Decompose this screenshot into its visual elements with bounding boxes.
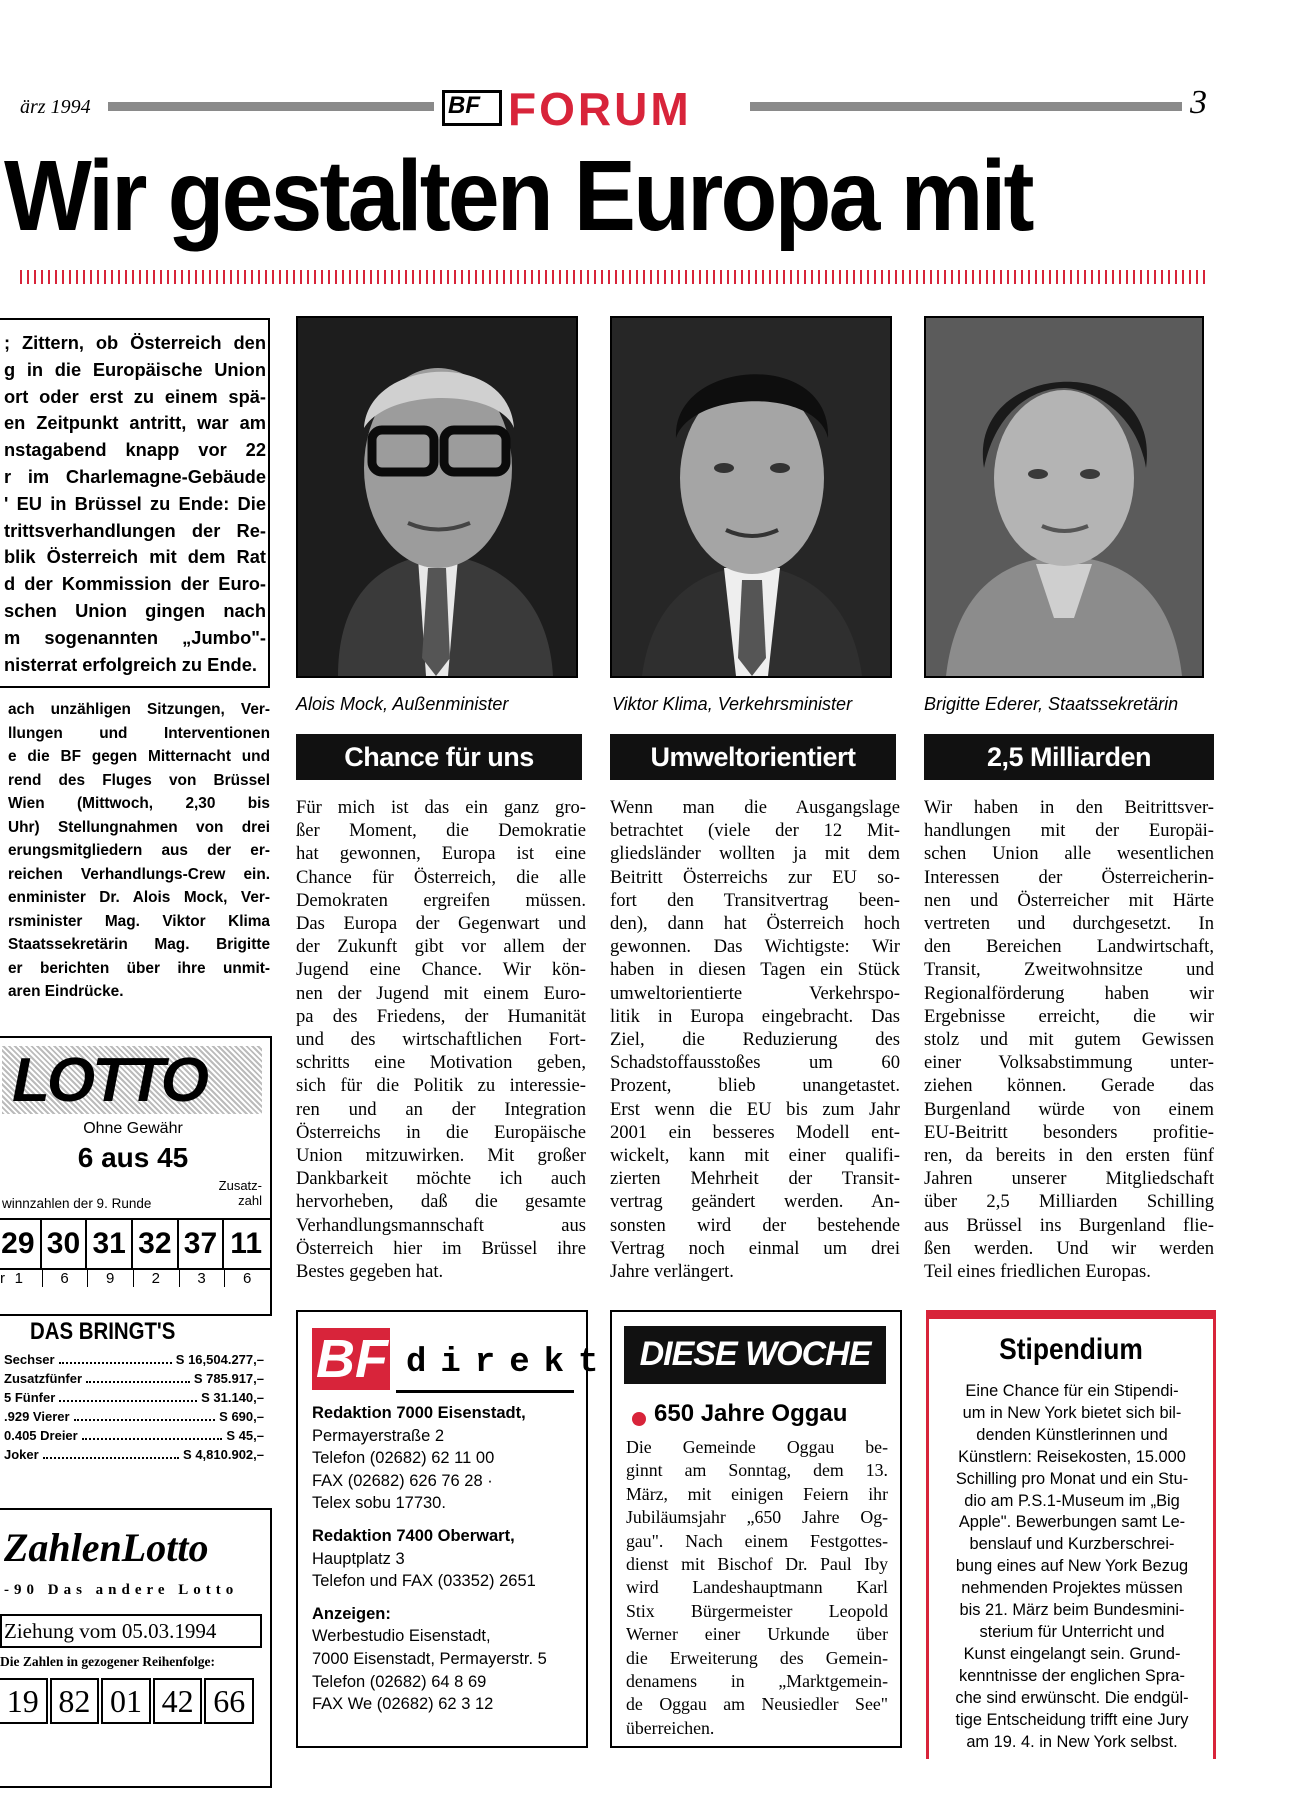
statement-line: Schadstoffausstoßes um 60: [610, 1052, 900, 1074]
statement-line: ren und an der Integration: [296, 1098, 586, 1120]
statement-line: pa des Friedens, der Humanität: [296, 1005, 586, 1027]
statement-line: nen der Jugend mit einem Euro-: [296, 982, 586, 1004]
diese-woche-line: wird Landeshauptmann Karl: [626, 1577, 888, 1598]
direkt-contact-line: Permayerstraße 2: [312, 1426, 445, 1445]
stipendium-line: kenntnisse der englichen Spra-: [959, 1666, 1185, 1685]
statement-line: gliedsländer wollten ja mit dem: [610, 843, 900, 865]
direkt-contact-line: FAX We (02682) 62 3 12: [312, 1695, 494, 1714]
statement-line: Wenn man die Ausgangslage: [610, 797, 900, 818]
intro-lead-line: d der Kommission der Euro-: [4, 573, 266, 595]
statement-line: Beitritt Österreichs zur EU so-: [610, 866, 900, 888]
statement-line: Österreichs in die Europäische: [296, 1121, 586, 1143]
statement-line: Österreich hier im Brüssel ihre: [296, 1237, 586, 1259]
intro-body: [8, 698, 270, 1004]
stipendium-line: nehmenden Projektes müssen: [961, 1579, 1183, 1598]
headline: Wir gestalten Europa mit: [4, 140, 1032, 252]
intro-body-line: ach unzähligen Sitzungen, Ver-: [8, 701, 270, 718]
bullet-dot: [632, 1412, 646, 1426]
payout-label: 0.405 Dreier: [4, 1428, 78, 1443]
intro-body-line: Uhr) Stellungnahmen von drei: [8, 818, 270, 836]
direkt-contacts: [312, 1402, 582, 1716]
statement-line: gewonnen. Das Wichtigste: Wir: [610, 936, 900, 958]
lotto-order-prefix: r: [0, 1270, 5, 1287]
statement-line: Jahren unserer Mitgliedschaft: [924, 1168, 1214, 1190]
statement-line: aus Brüssel ins Burgenland flie-: [924, 1214, 1214, 1236]
statement-line: Interessen der Österreicherin-: [924, 866, 1214, 888]
intro-lead-line: en Zeitpunkt antritt, war am: [4, 412, 266, 434]
lotto-number: 31: [87, 1220, 133, 1268]
statement-line: Ergebnisse erreicht, die wir: [924, 1005, 1214, 1027]
statement-line: wickelt, kann mit einer qualifi-: [610, 1145, 900, 1167]
caption-ederer: Brigitte Ederer, Staatssekretärin: [924, 694, 1179, 714]
masthead-rule-right: [750, 102, 1182, 111]
direkt-contact-line: Werbestudio Eisenstadt,: [312, 1627, 491, 1646]
intro-lead-line: trittsverhandlungen der Re-: [4, 519, 266, 541]
stipendium-line: Apple". Bewerbungen samt Le-: [958, 1513, 1186, 1532]
statement-line: Das Europa der Gegenwart und: [296, 913, 586, 935]
statement-line: Demokraten ergreifen müssen.: [296, 889, 586, 911]
lotto-draw-label: winnzahlen der 9. Runde: [2, 1196, 152, 1211]
diese-woche-line: de Oggau am Neusiedler See": [626, 1694, 888, 1715]
statement-line: und des wirtschaftlichen Fort-: [296, 1029, 586, 1051]
intro-lead-line: g in die Europäische Union: [4, 358, 266, 380]
payout-label: Zusatzfünfer: [4, 1371, 82, 1386]
caption-klima: Viktor Klima, Verkehrsminister: [612, 694, 853, 714]
diese-woche-title: DIESE WOCHE: [639, 1335, 871, 1373]
lotto-note: Ohne Gewähr: [83, 1120, 183, 1137]
diese-woche-line: ginnt am Sonntag, dem 13.: [626, 1460, 888, 1481]
diese-woche-line: denamens in „Marktgemein-: [626, 1671, 888, 1692]
diese-woche-line: Stix Bürgermeister Leopold: [626, 1600, 888, 1621]
stipendium-body: [941, 1381, 1203, 1753]
lotto-numbers: [0, 1218, 270, 1270]
intro-body-line: llungen und Interventionen: [8, 724, 270, 742]
statement-line: handlungen mit der Europäi-: [924, 820, 1214, 842]
zahlenlotto-order-label: Die Zahlen in gezogener Reihenfolge:: [0, 1654, 215, 1669]
diese-woche-line: die Erweiterung des Gemein-: [626, 1647, 888, 1668]
payout-row: [4, 1426, 264, 1445]
intro-lead-line: nstagabend knapp vor 22: [4, 439, 266, 461]
statement-line: Bestes gegeben hat.: [296, 1261, 444, 1283]
zahlenlotto-logo: ZahlenLotto: [4, 1525, 209, 1570]
statement-line: Für mich ist das ein ganz gro-: [296, 797, 586, 818]
statement-line: stolz und mit gutem Gewissen: [924, 1029, 1214, 1051]
statement-line: zierten Mehrheit der Transit-: [610, 1168, 900, 1190]
lotto-game: 6 aus 45: [77, 1142, 189, 1173]
zahlenlotto-number: 42: [153, 1678, 203, 1724]
lotto-logo: LOTTO: [12, 1046, 206, 1115]
intro-body-line: erungsmitgliedern aus der er-: [8, 842, 270, 859]
statement-line: vertrag geändert werden. An-: [610, 1191, 900, 1213]
diese-woche-line: überreichen.: [626, 1717, 715, 1738]
intro-lead-line: nisterrat erfolgreich zu Ende.: [4, 653, 257, 675]
lotto-order-number: 6: [242, 1270, 252, 1287]
direkt-contact-line: Redaktion 7000 Eisenstadt,: [312, 1404, 526, 1422]
statement-line: fort den Transitvertrag been-: [610, 889, 900, 911]
stipendium-line: Künstlern: Reisekosten, 15.000: [958, 1447, 1186, 1466]
stipendium-line: Eine Chance für ein Stipendi-: [965, 1382, 1179, 1400]
intro-body-line: rsminister Mag. Viktor Klima: [8, 912, 270, 930]
payout-label: 5 Fünfer: [4, 1390, 56, 1405]
statement-ederer: [924, 796, 1214, 1283]
statement-line: ßer Moment, die Demokratie: [296, 820, 586, 842]
payout-row: [4, 1369, 264, 1388]
statement-line: EU-Beitritt besonders profitie-: [924, 1121, 1214, 1143]
intro-lead-line: m sogenannten „Jumbo"-: [4, 626, 266, 648]
intro-lead-line: schen Union gingen nach: [4, 599, 266, 621]
zahlenlotto-draw: Ziehung vom 05.03.1994: [0, 1614, 262, 1648]
intro-body-line: er berichten über ihre unmit-: [8, 959, 270, 977]
statement-line: haben in diesen Tagen ein Stück: [610, 959, 900, 981]
heading-umwelt: Umweltorientiert: [610, 734, 896, 780]
statement-line: ßen werden. Und wir werden: [924, 1237, 1214, 1259]
statement-line: sich für die Politik zu interessie-: [296, 1075, 586, 1097]
direkt-logo-text: BF: [316, 1329, 388, 1389]
payout-value: S 785.917,–: [193, 1371, 264, 1386]
statement-line: Verhandlungsmannschaft aus: [296, 1214, 586, 1236]
statement-line: Wir haben in den Beitrittsver-: [924, 797, 1214, 818]
statement-line: Jugend eine Chance. Wir kön-: [296, 959, 586, 981]
statement-line: der Zukunft gibt vor allem der: [296, 936, 586, 958]
intro-lead-line: ort oder erst zu einem spä-: [4, 385, 266, 407]
payout-title: DAS BRINGT'S: [30, 1318, 176, 1345]
diese-woche-line: gau". Nach einem Festgottes-: [626, 1530, 888, 1551]
zahlenlotto-tagline: -90 Das andere Lotto: [4, 1582, 239, 1598]
statement-line: Jahre verlängert.: [610, 1261, 734, 1283]
payout-row: [4, 1350, 264, 1369]
issue-date: ärz 1994: [20, 96, 91, 118]
statement-line: 2001 ein besseres Modell ent-: [610, 1121, 900, 1143]
payout-row: [4, 1445, 264, 1464]
statement-line: über 2,5 Milliarden Schilling: [924, 1191, 1214, 1213]
statement-line: Chance für Österreich, die alle: [296, 866, 586, 888]
intro-lead-line: blik Österreich mit dem Rat: [4, 546, 266, 568]
stipendium-title: Stipendium: [999, 1333, 1143, 1366]
statement-line: Burgenland würde von einem: [924, 1098, 1214, 1120]
statement-line: einer Volksabstimmung unter-: [924, 1052, 1214, 1074]
intro-body-line: rend des Fluges von Brüssel: [8, 771, 270, 789]
statement-mock: [296, 796, 586, 1283]
payout-leader: [59, 1362, 172, 1364]
stipendium-line: che sind erwünscht. Die endgül-: [955, 1688, 1189, 1707]
statement-line: den), dann hat Österreich hoch: [610, 913, 900, 935]
statement-line: schritts eine Motivation geben,: [296, 1052, 586, 1074]
statement-line: betrachtet (viele der 12 Mit-: [610, 820, 900, 842]
direkt-box: [296, 1310, 613, 1748]
lotto-box: [0, 1036, 272, 1316]
lotto-order-number: 6: [42, 1270, 89, 1287]
statement-line: Teil eines friedlichen Europas.: [924, 1261, 1151, 1283]
headline-rule: [20, 270, 1210, 284]
direkt-contact-line: Telefon und FAX (03352) 2651: [312, 1572, 536, 1591]
lotto-order: [0, 1268, 270, 1292]
stipendium-box: [926, 1310, 1216, 1759]
stipendium-line: Kunst eingelangt sein. Grund-: [963, 1644, 1181, 1663]
intro-body-line: enminister Dr. Alois Mock, Ver-: [8, 889, 270, 906]
zahlenlotto-number: 19: [0, 1678, 48, 1724]
payout-leader: [82, 1438, 223, 1440]
photo-klima: [610, 316, 892, 678]
intro-lead-line: ; Zittern, ob Österreich den: [4, 332, 266, 353]
lotto-order-number: 9: [87, 1270, 134, 1287]
payout-label: Joker: [4, 1447, 39, 1462]
statement-line: umweltorientierte Verkehrspo-: [610, 982, 900, 1004]
intro-body-line: e die BF gegen Mitternacht und: [8, 748, 270, 765]
masthead-rule-left: [108, 102, 434, 111]
statement-line: hervorheben, daß die gesamte: [296, 1191, 586, 1213]
diese-woche-line: dienst mit Bischof Dr. Paul Iby: [626, 1554, 888, 1575]
stipendium-line: am 19. 4. in New York selbst.: [966, 1732, 1178, 1751]
statement-line: Union mitzuwirken. Mit großer: [296, 1145, 586, 1167]
statement-line: vertreten und durchgesetzt. In: [924, 913, 1214, 935]
stipendium-line: dio am P.S.1-Museum im „Big: [964, 1491, 1180, 1510]
photo-ederer: [924, 316, 1204, 678]
payout-value: S 31.140,–: [201, 1390, 264, 1405]
section-title: FORUM: [508, 83, 692, 135]
heading-chance: Chance für uns: [296, 734, 582, 780]
lotto-number: 11: [230, 1227, 263, 1260]
intro-lead: [4, 330, 266, 678]
intro-lead-line: ' EU in Brüssel zu Ende: Die: [4, 492, 266, 514]
statement-line: ren, da bereits in den ersten fünf: [924, 1145, 1214, 1167]
diese-woche-box: [610, 1310, 902, 1748]
statement-line: Transit, Zweitwohnsitze und: [924, 959, 1214, 981]
payout-label: .929 Vierer: [4, 1409, 70, 1424]
payout-leader: [43, 1457, 179, 1459]
payout-leader: [74, 1419, 216, 1421]
statement-line: Regionalförderung haben wir: [924, 982, 1214, 1004]
lotto-order-number: 2: [133, 1270, 180, 1287]
statement-line: nen und Österreicher mit Härte: [924, 889, 1214, 911]
statement-line: Erst wenn die EU bis zum Jahr: [610, 1098, 900, 1120]
lotto-number: 30: [42, 1220, 88, 1268]
zahlenlotto-numbers: [0, 1678, 256, 1726]
payout-value: S 690,–: [219, 1409, 264, 1424]
stipendium-line: denden Künstlerinnen und: [976, 1425, 1168, 1444]
lotto-number: 29: [0, 1220, 42, 1268]
statement-line: sonsten wird der bestehende: [610, 1214, 900, 1236]
payout-row: [4, 1388, 264, 1407]
direkt-contact-line: Telefon (02682) 64 8 69: [312, 1672, 487, 1691]
diese-woche-heading: 650 Jahre Oggau: [654, 1400, 848, 1427]
lotto-number: 32: [133, 1220, 179, 1268]
lotto-zusatz-label: Zusatz- zahl: [218, 1178, 262, 1208]
intro-lead-box: [0, 318, 270, 688]
payout-row: [4, 1407, 264, 1426]
stipendium-line: sterium für Unterricht und: [979, 1622, 1165, 1641]
payout-value: S 4,810.902,–: [183, 1447, 264, 1462]
statement-line: hat gewonnen, Europa ist eine: [296, 843, 586, 865]
payout-label: Sechser: [4, 1352, 55, 1367]
direkt-contact-line: Telex sobu 17730.: [312, 1494, 446, 1513]
statement-line: schen Union alle wesentlichen: [924, 843, 1214, 865]
stipendium-line: um in New York bietet sich bil-: [962, 1403, 1182, 1422]
page-number: 3: [1190, 84, 1207, 121]
direkt-logo-word: direkt: [406, 1344, 613, 1382]
payout-leader: [59, 1400, 197, 1402]
payout-leader: [86, 1381, 190, 1383]
diese-woche-body: [626, 1436, 888, 1740]
stipendium-line: bis 21. März beim Bundesmini-: [959, 1601, 1185, 1620]
diese-woche-line: Jubiläumsjahr „650 Jahre Og-: [626, 1507, 888, 1528]
direkt-contact-line: Hauptplatz 3: [312, 1549, 405, 1568]
stipendium-line: bung eines auf New York Bezug: [955, 1557, 1189, 1576]
diese-woche-line: Werner einer Urkunde über: [626, 1624, 888, 1645]
payout-value: S 45,–: [226, 1428, 264, 1443]
heading-milliarden: 2,5 Milliarden: [924, 734, 1214, 780]
statement-line: ziehen können. Gerade das: [924, 1075, 1214, 1097]
direkt-contact-line: Telefon (02682) 62 11 00: [312, 1449, 495, 1468]
direkt-contact-line: 7000 Eisenstadt, Permayerstr. 5: [312, 1649, 547, 1668]
zahlenlotto-number: 01: [101, 1678, 151, 1724]
intro-body-line: reichen Verhandlungs-Crew ein.: [8, 865, 270, 883]
masthead: [0, 83, 1292, 135]
stipendium-line: benslauf und Kurzberschrei-: [969, 1535, 1175, 1554]
statement-klima: [610, 796, 900, 1283]
bf-logo-text: BF: [448, 92, 480, 119]
intro-body-line: Staatssekretärin Mag. Brigitte: [8, 936, 270, 953]
zahlenlotto-number: 66: [204, 1678, 254, 1724]
direkt-logo-rule: [396, 1390, 574, 1393]
stipendium-line: Schilling pro Monat und ein Stu-: [955, 1469, 1189, 1488]
statement-line: den Bereichen Landwirtschaft,: [924, 936, 1214, 958]
lotto-order-number: 1: [0, 1270, 43, 1287]
statement-line: litik in Europa eingebracht. Das: [610, 1005, 900, 1027]
caption-mock: Alois Mock, Außenminister: [296, 694, 509, 714]
intro-lead-line: r im Charlemagne-Gebäude: [4, 465, 266, 487]
statement-line: Vertrag noch einmal um drei: [610, 1237, 900, 1259]
zahlenlotto-number: 82: [50, 1678, 100, 1724]
direkt-contact-line: Anzeigen:: [312, 1604, 391, 1623]
lotto-order-number: 3: [179, 1270, 226, 1287]
intro-body-line: aren Eindrücke.: [8, 983, 124, 1000]
stipendium-line: tige Entscheidung trifft eine Jury: [955, 1710, 1189, 1729]
zahlenlotto-box: [0, 1508, 272, 1788]
intro-body-line: Wien (Mittwoch, 2,30 bis: [8, 795, 270, 812]
payout-value: S 16,504.277,–: [175, 1352, 264, 1367]
diese-woche-line: Die Gemeinde Oggau be-: [626, 1437, 888, 1457]
photo-mock: [296, 316, 578, 678]
direkt-contact-line: Redaktion 7400 Oberwart,: [312, 1526, 515, 1545]
statement-line: Prozent, blieb unangetastet.: [610, 1075, 900, 1097]
diese-woche-line: März, mit einigen Feiern ihr: [626, 1483, 888, 1504]
payout-table: [4, 1350, 264, 1464]
direkt-contact-line: FAX (02682) 626 76 28 ·: [312, 1471, 493, 1490]
statement-line: Dankbarkeit möchte ich auch: [296, 1168, 586, 1190]
statement-line: Ziel, die Reduzierung des: [610, 1029, 900, 1051]
lotto-number: 37: [179, 1220, 225, 1268]
